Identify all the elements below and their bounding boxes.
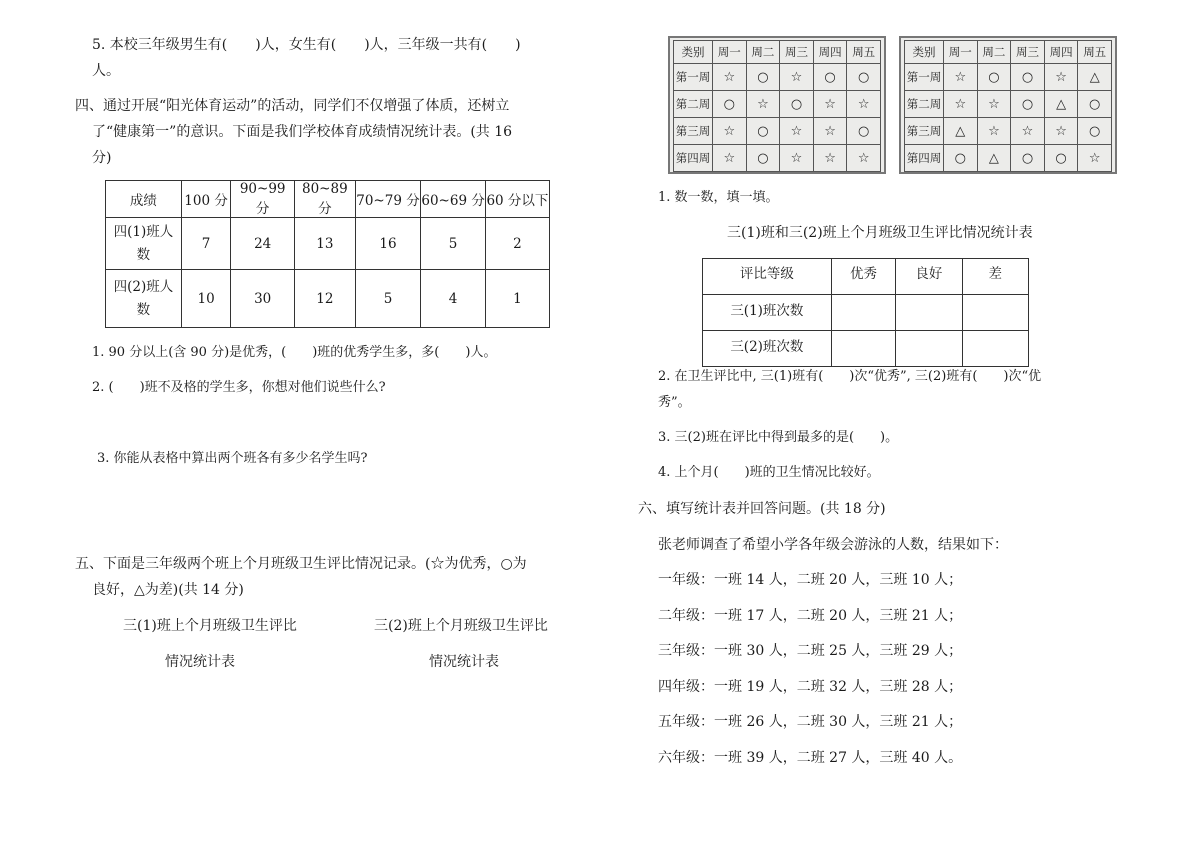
rating-mark: ○ — [1078, 91, 1112, 118]
section4-line3: 分) — [92, 150, 112, 166]
header-cell: 100 分 — [181, 181, 231, 218]
record-header — [905, 41, 1112, 64]
week-label: 第四周 — [674, 145, 713, 172]
week-label: 第四周 — [905, 145, 944, 172]
q5-line1: 5. 本校三年级男生有( )人，女生有( )人，三年级一共有( ) — [92, 37, 521, 53]
table-row — [106, 270, 550, 328]
rating-mark: ☆ — [1078, 145, 1112, 172]
rating-mark: ○ — [1044, 145, 1078, 172]
header-cell: 周一 — [713, 41, 747, 64]
week-label: 第一周 — [905, 64, 944, 91]
summary-table — [702, 258, 1029, 367]
grade-line: 三年级：一班 30 人，二班 25 人，三班 29 人； — [658, 643, 963, 659]
rating-mark: ☆ — [1011, 118, 1045, 145]
section5-question4: 4. 上个月( )班的卫生情况比较好。 — [658, 465, 880, 480]
header-cell: 60~69 分 — [421, 181, 486, 218]
table-cell: 12 — [294, 270, 355, 328]
rating-mark: △ — [977, 145, 1011, 172]
table-row — [905, 91, 1112, 118]
section6-intro: 张老师调查了希望小学各年级会游泳的人数，结果如下： — [658, 537, 1008, 553]
table-row — [674, 118, 881, 145]
record-photo-class1 — [668, 36, 886, 174]
rating-mark: ☆ — [847, 91, 881, 118]
table-cell: 30 — [231, 270, 295, 328]
rating-mark: ☆ — [847, 145, 881, 172]
answer-cell[interactable] — [962, 331, 1028, 367]
section5-line1: 五、下面是三年级两个班上个月班级卫生评比情况记录。(☆为优秀，○为 — [75, 556, 527, 572]
rating-mark: ☆ — [977, 118, 1011, 145]
rating-mark: ☆ — [780, 118, 814, 145]
rating-mark: ○ — [1011, 91, 1045, 118]
table-cell: 5 — [355, 270, 421, 328]
table-row — [106, 218, 550, 270]
rating-mark: ☆ — [813, 91, 847, 118]
section5-line2: 良好，△为差)(共 14 分) — [92, 582, 244, 598]
rating-mark: △ — [1044, 91, 1078, 118]
grade-line: 一年级：一班 14 人，二班 20 人，三班 10 人； — [658, 572, 963, 588]
header-cell: 周二 — [746, 41, 780, 64]
section5-question3: 3. 三(2)班在评比中得到最多的是( )。 — [658, 430, 899, 445]
score-table — [105, 180, 550, 328]
rating-mark: ○ — [746, 145, 780, 172]
rating-mark: ○ — [1011, 145, 1045, 172]
rating-mark: ☆ — [977, 91, 1011, 118]
header-cell: 周一 — [944, 41, 978, 64]
rating-mark: ○ — [780, 91, 814, 118]
header-cell: 成绩 — [106, 181, 182, 218]
section4-question1: 1. 90 分以上(含 90 分)是优秀，( )班的优秀学生多，多( )人。 — [92, 345, 497, 360]
row-label: 四(2)班人 数 — [106, 270, 182, 328]
caption-class1-line1: 三(1)班上个月班级卫生评比 — [123, 618, 297, 634]
rating-mark: ☆ — [944, 91, 978, 118]
header-cell: 良好 — [896, 259, 962, 295]
header-cell: 周五 — [1078, 41, 1112, 64]
rating-mark: ○ — [944, 145, 978, 172]
grade-line: 五年级：一班 26 人，二班 30 人，三班 21 人； — [658, 714, 963, 730]
row-label: 四(1)班人 数 — [106, 218, 182, 270]
caption-class2-line1: 三(2)班上个月班级卫生评比 — [374, 618, 548, 634]
table-row — [703, 295, 1029, 331]
rating-mark: ○ — [713, 91, 747, 118]
rating-mark: ○ — [1078, 118, 1112, 145]
grade-line: 二年级：一班 17 人，二班 20 人，三班 21 人； — [658, 608, 963, 624]
grade-line: 六年级：一班 39 人，二班 27 人，三班 40 人。 — [658, 750, 963, 766]
answer-cell[interactable] — [962, 295, 1028, 331]
rating-mark: ☆ — [780, 145, 814, 172]
table-cell: 1 — [485, 270, 549, 328]
record-table-class1 — [673, 40, 881, 172]
rating-mark: ○ — [746, 64, 780, 91]
week-label: 第二周 — [674, 91, 713, 118]
section5-question2-line2: 秀”。 — [658, 395, 691, 410]
header-cell: 70~79 分 — [355, 181, 421, 218]
rating-mark: △ — [944, 118, 978, 145]
header-cell: 80~89 分 — [294, 181, 355, 218]
header-cell: 周四 — [1044, 41, 1078, 64]
rating-mark: △ — [1078, 64, 1112, 91]
table-row — [674, 91, 881, 118]
answer-cell[interactable] — [896, 295, 962, 331]
table-row — [905, 118, 1112, 145]
summary-header — [703, 259, 1029, 295]
rating-mark: ☆ — [1044, 64, 1078, 91]
row-label: 三(1)班次数 — [703, 295, 832, 331]
section6-title: 六、填写统计表并回答问题。(共 18 分) — [638, 501, 886, 517]
table-cell: 4 — [421, 270, 486, 328]
table-row — [674, 145, 881, 172]
week-label: 第三周 — [674, 118, 713, 145]
table-row — [703, 331, 1029, 367]
row-label: 三(2)班次数 — [703, 331, 832, 367]
header-cell: 周五 — [847, 41, 881, 64]
table-cell: 7 — [181, 218, 231, 270]
rating-mark: ☆ — [813, 145, 847, 172]
header-cell: 周四 — [813, 41, 847, 64]
table-row — [905, 64, 1112, 91]
table-row — [674, 64, 881, 91]
week-label: 第三周 — [905, 118, 944, 145]
table-cell: 10 — [181, 270, 231, 328]
rating-mark: ○ — [977, 64, 1011, 91]
section5-question1: 1. 数一数，填一填。 — [658, 190, 779, 205]
table-cell: 2 — [485, 218, 549, 270]
section4-question3: 3. 你能从表格中算出两个班各有多少名学生吗? — [97, 451, 368, 466]
week-label: 第一周 — [674, 64, 713, 91]
table-cell: 5 — [421, 218, 486, 270]
header-cell: 差 — [962, 259, 1028, 295]
rating-mark: ☆ — [713, 64, 747, 91]
caption-class2-line2: 情况统计表 — [429, 654, 499, 670]
table-cell: 13 — [294, 218, 355, 270]
header-cell: 优秀 — [831, 259, 895, 295]
record-table-class2 — [904, 40, 1112, 172]
table-cell: 24 — [231, 218, 295, 270]
week-label: 第二周 — [905, 91, 944, 118]
rating-mark: ○ — [847, 118, 881, 145]
header-cell: 评比等级 — [703, 259, 832, 295]
header-cell: 周二 — [977, 41, 1011, 64]
record-photo-class2 — [899, 36, 1117, 174]
record-header — [674, 41, 881, 64]
rating-mark: ☆ — [780, 64, 814, 91]
score-table-header — [106, 181, 550, 218]
table-cell: 16 — [355, 218, 421, 270]
rating-mark: ○ — [746, 118, 780, 145]
header-cell: 类别 — [674, 41, 713, 64]
rating-mark: ○ — [847, 64, 881, 91]
rating-mark: ○ — [1011, 64, 1045, 91]
rating-mark: ☆ — [746, 91, 780, 118]
rating-mark: ☆ — [813, 118, 847, 145]
header-cell: 类别 — [905, 41, 944, 64]
section5-question2-line1: 2. 在卫生评比中, 三(1)班有( )次“优秀”, 三(2)班有( )次“优 — [658, 369, 1042, 384]
header-cell: 周三 — [780, 41, 814, 64]
answer-cell[interactable] — [831, 331, 895, 367]
section4-line1: 四、通过开展“阳光体育运动”的活动，同学们不仅增强了体质，还树立 — [75, 98, 510, 114]
rating-mark: ○ — [813, 64, 847, 91]
answer-cell[interactable] — [896, 331, 962, 367]
caption-class1-line2: 情况统计表 — [165, 654, 235, 670]
grade-line: 四年级：一班 19 人，二班 32 人，三班 28 人； — [658, 679, 963, 695]
summary-table-title: 三(1)班和三(2)班上个月班级卫生评比情况统计表 — [727, 225, 1033, 241]
header-cell: 90~99 分 — [231, 181, 295, 218]
table-row — [905, 145, 1112, 172]
section4-question2: 2. ( )班不及格的学生多，你想对他们说些什么? — [92, 380, 386, 395]
header-cell: 60 分以下 — [485, 181, 549, 218]
section4-line2: 了“健康第一”的意识。下面是我们学校体育成绩情况统计表。(共 16 — [92, 124, 513, 140]
header-cell: 周三 — [1011, 41, 1045, 64]
rating-mark: ☆ — [1044, 118, 1078, 145]
rating-mark: ☆ — [713, 145, 747, 172]
rating-mark: ☆ — [944, 64, 978, 91]
answer-cell[interactable] — [831, 295, 895, 331]
rating-mark: ☆ — [713, 118, 747, 145]
q5-line2: 人。 — [92, 63, 120, 79]
